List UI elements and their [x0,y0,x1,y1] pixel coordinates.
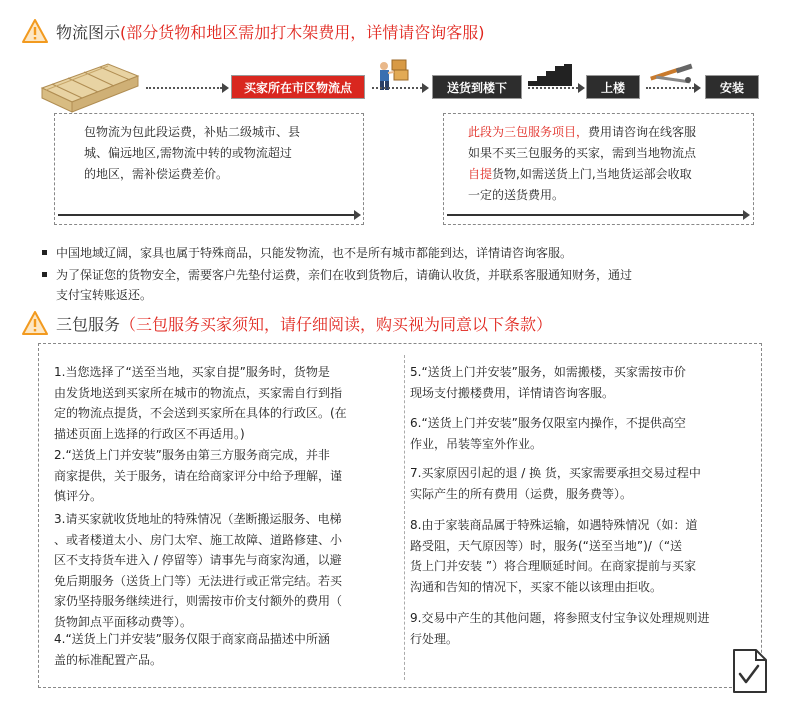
logistics-right-text [468,122,748,206]
logistics-title: 物流图示 [56,22,121,42]
text-line: 城、偏远地区,需物流中转的或物流超过 [84,146,292,160]
service-highlight: 此段为三包服务项目， [468,125,589,139]
term-line: 货上门并安装 ”）将合理顺延时间。在商家提前与买家 [410,559,697,573]
term-3 [54,509,394,632]
service-title: 三包服务 [56,314,121,334]
note-text: 为了保证您的货物安全，需要客户先垫付运费，亲们在收到货物后，请确认收货，并联系客服通知财务，通过 [56,268,633,282]
text-line: 的地区，需补偿运费差价。 [84,167,229,181]
term-7 [410,463,750,504]
term-line: 实际产生的所有费用（运费，服务费等）。 [410,486,633,501]
flow-step-deliver-downstairs [432,75,522,99]
timeline-left [58,214,354,216]
term-4 [54,629,394,670]
text-line: 包物流为包此段运费，补贴二级城市、县 [84,125,301,139]
flow-step-label: 上楼 [600,80,625,95]
service-header [22,309,552,337]
term-line: 路受阻，天气原因等）时，服务(“送至当地”)/（“送 [410,538,683,553]
text-segment: 费用请咨询在线客服 [588,125,697,139]
term-line: 沟通和告知的情况下，买家不能以该理由拒收。 [410,579,663,594]
note-text: 中国地域辽阔，家具也属于特殊商品，只能发物流，也不是所有城市都能到达，详情请咨询客服。 [56,246,573,260]
terms-divider [404,355,405,680]
term-5 [410,362,750,403]
term-line: 家仍坚持服务继续进行，则需按市价支付额外的费用（ [54,594,343,608]
flow-step-install [705,75,759,99]
text-line: 如果不买三包服务的买家，需到当地物流点 [468,146,697,160]
text-line [468,122,748,143]
term-line: 3.请买家就收货地址的特殊情况（垄断搬运服务、电梯 [54,512,342,526]
term-line: 5.“送货上门并安装”服务，如需搬楼，买家需按市价 [410,365,686,379]
term-line: 区不支持货车进入 / 停留等）请事先与商家沟通，以避 [54,553,342,567]
term-line: 描述页面上选择的行政区不再适用。) [54,426,245,441]
text-line [468,164,748,185]
flow-arrow-3 [578,83,585,93]
flow-connector-2 [372,87,422,89]
timeline-right-arrow [743,210,750,220]
note-payment [42,264,742,286]
term-line: 盖的标准配置产品。 [54,652,163,667]
term-6 [410,413,750,454]
flow-step-label: 安装 [719,80,744,95]
bullet-icon [42,250,47,255]
logistics-header [22,17,485,45]
term-line: 由发货地送到买家所在城市的物流点，买家需自行到指 [54,385,343,400]
term-2 [54,445,394,507]
install-tools-icon [646,60,696,86]
text-segment: 货物,如需送货上门,当地货运部会收取 [492,167,692,181]
timeline-right [447,214,743,216]
term-line: 8.由于家装商品属于特殊运输，如遇特殊情况（如：道 [410,518,698,532]
flow-step-city-logistics [231,75,365,99]
logistics-left-text [84,122,354,185]
term-line: 2.“送货上门并安装”服务由第三方服务商完成，并非 [54,448,330,462]
warning-icon [22,311,48,335]
term-8 [410,515,750,597]
wooden-crate-icon [38,58,140,114]
text-line: 一定的送货费用。 [468,188,565,202]
bullet-icon [42,272,47,277]
term-line: 现场支付搬楼费用，详情请咨询客服。 [410,385,615,400]
service-note: （三包服务买家须知，请仔细阅读，购买视为同意以下条款） [120,314,553,334]
stairs-icon [528,64,572,86]
document-edit-icon [730,648,770,694]
term-line: 4.“送货上门并安装”服务仅限于商家商品描述中所涵 [54,632,330,646]
term-line: 行处理。 [410,631,459,646]
term-line: 、或者楼道太小、房门太窄、施工故障、道路修建、小 [54,532,343,547]
note-text: 支付宝转账返还。 [56,288,153,302]
term-line: 慎评分。 [54,489,103,503]
note-payment-cont [56,284,756,306]
term-line: 作业，吊装等室外作业。 [410,436,543,451]
warning-icon [22,19,48,43]
flow-step-label: 买家所在市区物流点 [243,80,352,95]
term-line: 9.交易中产生的其他问题，将参照支付宝争议处理规则进 [410,611,710,625]
self-pickup-highlight: 自提 [468,167,493,181]
flow-connector-3 [528,87,578,89]
logistics-note: (部分货物和地区需加打木架费用，详情请咨询客服) [120,22,485,42]
flow-step-upstairs [586,75,640,99]
term-line: 7.买家原因引起的退 / 换 货，买家需要承担交易过程中 [410,466,701,480]
flow-arrow-4 [694,83,701,93]
term-line: 免后期服务（送货上门等）无法进行或正常完结。若买 [54,573,343,588]
note-region [42,242,742,264]
term-line: 货物卸点平面移动费等）。 [54,614,193,629]
flow-connector-4 [646,87,694,89]
flow-connector-1 [146,87,222,89]
flow-arrow-1 [222,83,229,93]
timeline-left-arrow [354,210,361,220]
flow-step-label: 送货到楼下 [446,80,507,95]
term-line: 商家提供，关于服务，请在给商家评分中给予理解，谨 [54,468,343,483]
term-line: 6.“送货上门并安装”服务仅限室内操作，不提供高空 [410,416,686,430]
term-line: 1.当您选择了“送至当地，买家自提”服务时，货物是 [54,365,330,379]
flow-arrow-2 [422,83,429,93]
term-9 [410,608,750,649]
term-1 [54,362,394,444]
term-line: 定的物流点提货，不会送到买家所在具体的行政区。(在 [54,406,347,420]
